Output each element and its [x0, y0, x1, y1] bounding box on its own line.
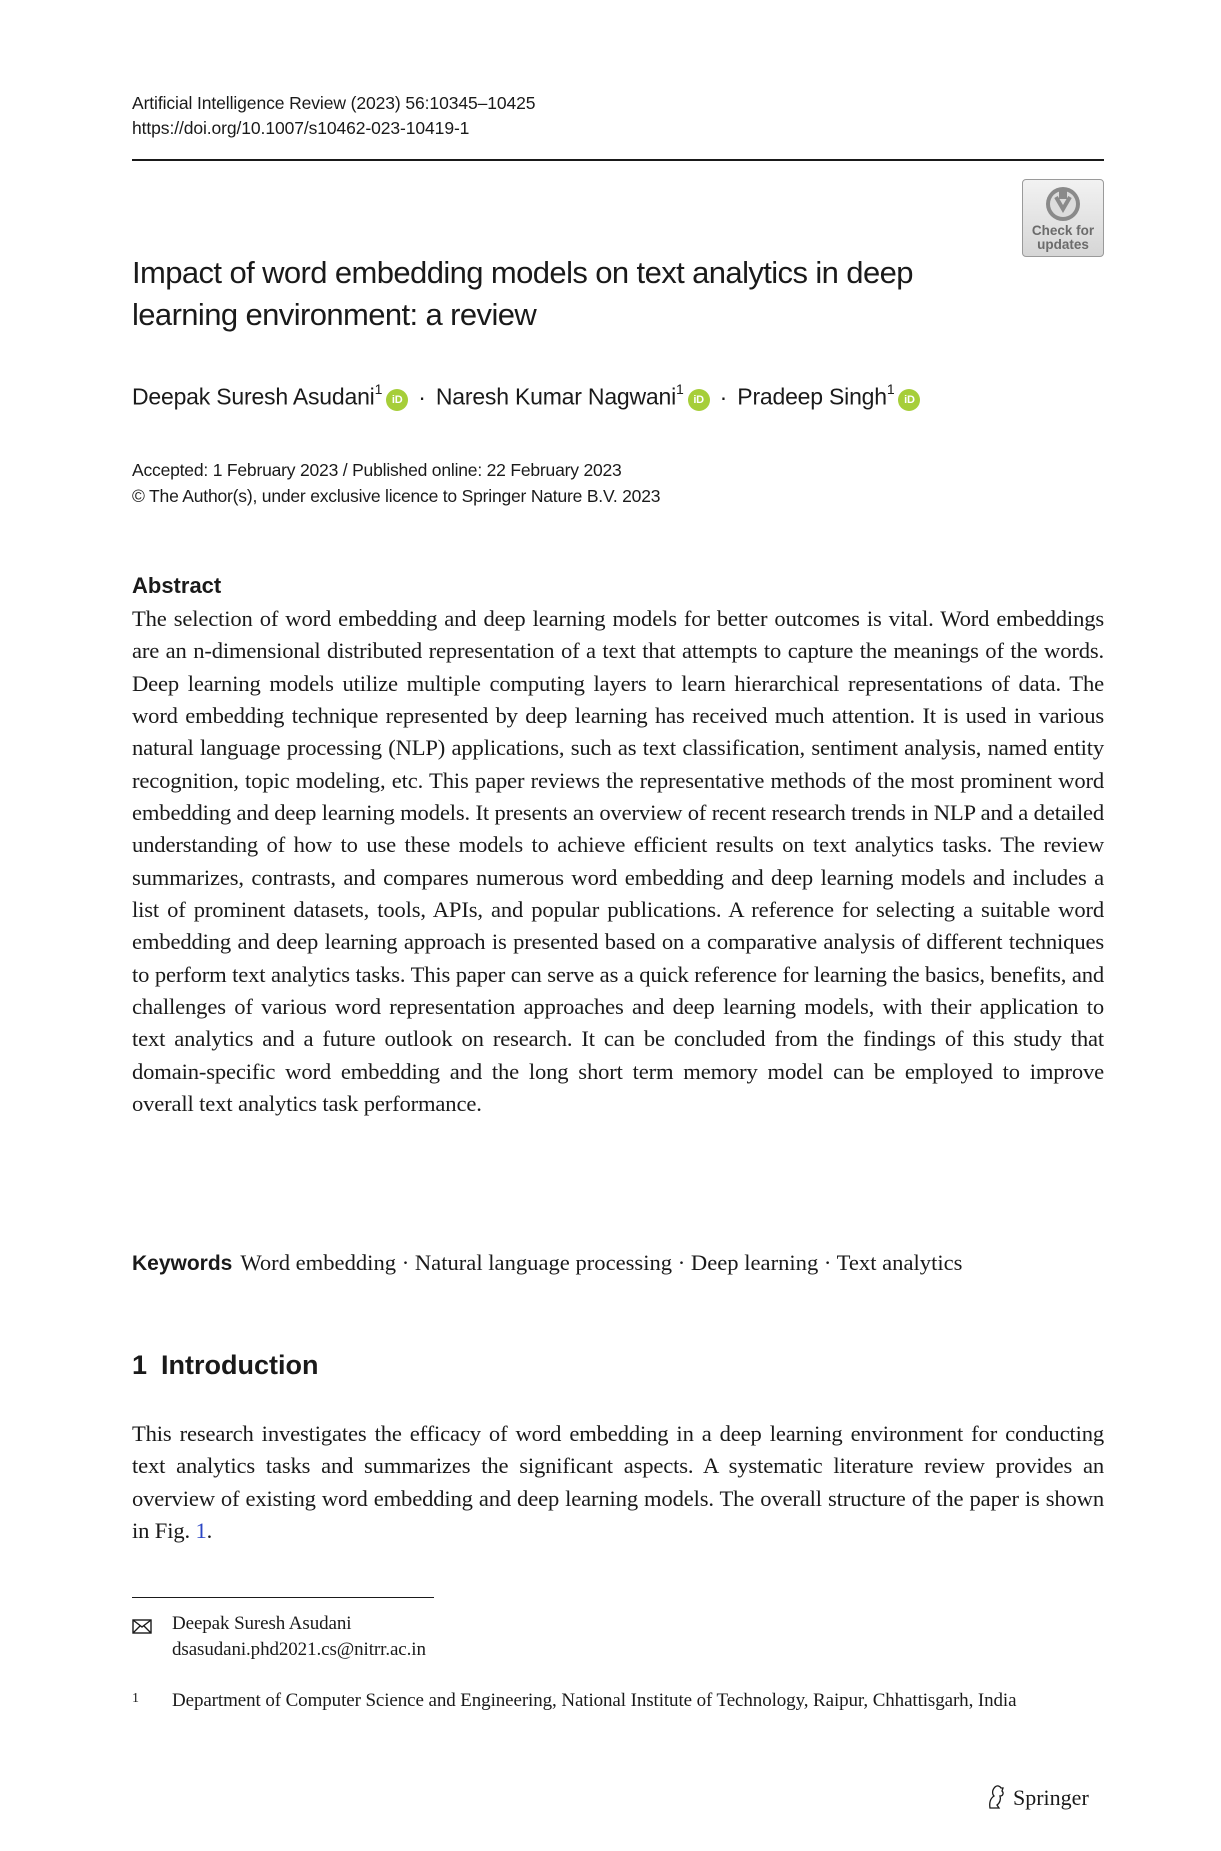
author-list	[132, 383, 1112, 411]
author-affil-mark: 1	[374, 381, 383, 397]
introduction-text: This research investigates the efficacy of word embedding in a deep learning environment for conducting text analytics tasks and summarizes the significant aspects. A systematic literature review provides an overview of existing word embedding and deep learning models. The overall structure of the paper is shown in Fig.	[132, 1421, 1104, 1544]
orcid-icon[interactable]: iD	[386, 389, 408, 411]
corresponding-author-name: Deepak Suresh Asudani	[172, 1613, 352, 1634]
figure-reference-link[interactable]: 1	[195, 1518, 207, 1544]
author-name: Deepak Suresh Asudani	[132, 383, 375, 410]
header-rule	[132, 159, 1104, 161]
publication-dates: Accepted: 1 February 2023 / Published online: 22 February 2023	[132, 460, 622, 480]
publisher-name: Springer	[1013, 1785, 1089, 1810]
keywords-list: Word embedding · Natural language processing · Deep learning · Text analytics	[240, 1250, 963, 1275]
author-name: Pradeep Singh	[737, 383, 887, 410]
abstract-heading: Abstract	[132, 573, 222, 598]
journal-reference: Artificial Intelligence Review (2023) 56:10345–10425	[132, 93, 536, 113]
abstract-text: The selection of word embedding and deep learning models for better outcomes is vital. Word embeddings are an n-dimensional distributed representation of a text that attempts to capture the meanings of the words. Deep learning models utilize multiple computing layers to learn hierarchical representations of data. The word embedding technique represented by deep learning has received much attention. It is used in various natural language processing (NLP) applications, such as text classification, sentiment analysis, named entity recognition, topic modeling, etc. This paper reviews the representative methods of the most prominent word embedding and deep learning models. It presents an overview of recent research trends in NLP and a detailed understanding of how to use these models to achieve efficient results on text analytics tasks. The review summarizes, contrasts, and compares numerous word embedding and deep learning models and includes a list of prominent datasets, tools, APIs, and popular publications. A reference for selecting a suitable word embedding and deep learning approach is presented based on a comparative analysis of different techniques to perform text analytics tasks. This paper can serve as a quick reference for learning the basics, benefits, and challenges of various word representation approaches and deep learning models, with their application to text analytics and a future outlook on research. It can be concluded from the findings of this study that domain-specific word embedding and the long short term memory model can be employed to improve overall text analytics task performance.	[132, 606, 1104, 1117]
introduction-paragraph	[132, 1418, 1104, 1548]
paper-title: Impact of word embedding models on text analytics in deep learning environment: a review	[132, 255, 913, 332]
orcid-icon[interactable]: iD	[688, 389, 710, 411]
introduction-text-end: .	[206, 1518, 213, 1544]
author-affil-mark: 1	[676, 381, 684, 397]
author-separator: ·	[418, 383, 426, 410]
keywords	[132, 1250, 1122, 1276]
check-for-updates-badge[interactable]	[1022, 179, 1104, 257]
author-separator: ·	[719, 383, 728, 410]
affiliation-number: 1	[132, 1691, 139, 1706]
section-number: 1	[132, 1350, 148, 1380]
doi-link[interactable]: https://doi.org/10.1007/s10462-023-10419-1	[132, 118, 470, 138]
affiliation-text: Department of Computer Science and Engineering, National Institute of Technology, Raipur, Chhattisgarh, India	[172, 1690, 1017, 1711]
check-for-updates-line2: updates	[1037, 237, 1089, 252]
section-heading-introduction	[132, 1350, 319, 1381]
orcid-icon[interactable]: iD	[898, 389, 920, 411]
springer-horse-icon	[985, 1784, 1007, 1810]
check-for-updates-icon	[1043, 185, 1083, 223]
check-for-updates-line1: Check for	[1031, 223, 1095, 238]
corresponding-author-email[interactable]: dsasudani.phd2021.cs@nitrr.ac.in	[172, 1639, 426, 1660]
author-affil-mark: 1	[886, 381, 895, 397]
author-name: Naresh Kumar Nagwani	[435, 383, 677, 410]
footnote-rule	[132, 1597, 434, 1598]
copyright-notice: © The Author(s), under exclusive licence to Springer Nature B.V. 2023	[132, 486, 661, 506]
envelope-icon	[132, 1616, 152, 1642]
section-title: Introduction	[161, 1350, 319, 1380]
keywords-label: Keywords	[132, 1252, 233, 1275]
check-for-updates-label	[1023, 224, 1103, 252]
publisher-logo	[985, 1784, 1089, 1814]
